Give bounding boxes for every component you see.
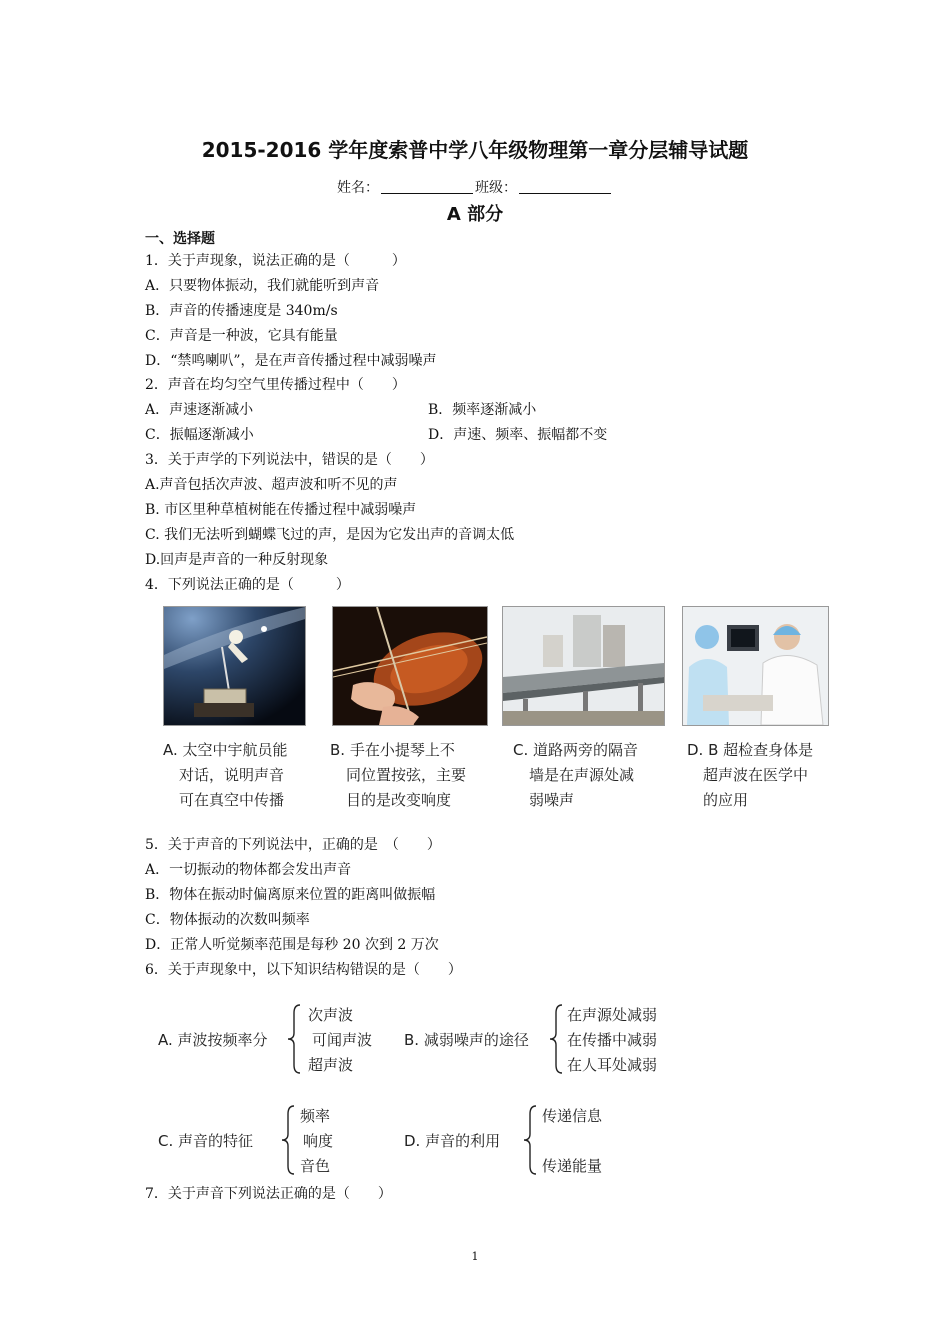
- brace-icon: [280, 1104, 296, 1176]
- q3-option-d: D.回声是声音的一种反射现象: [145, 552, 329, 568]
- section-title: 一、选择题: [145, 231, 215, 247]
- q6-d-item-1: 传递信息: [542, 1107, 603, 1125]
- q4-caption-c: [513, 738, 638, 813]
- photo-violin: [332, 606, 488, 726]
- caption-line: D. B 超检查身体是: [687, 741, 814, 759]
- document-title: 2015-2016 学年度索普中学八年级物理第一章分层辅导试题: [201, 138, 749, 162]
- road-barrier-illustration: [503, 607, 664, 725]
- q1-option-b: B．声音的传播速度是 340m/s: [145, 303, 338, 319]
- name-class-line: [0, 177, 950, 197]
- q1-option-d: D．“禁鸣喇叭”，是在声音传播过程中减弱噪声: [145, 353, 437, 369]
- q5-option-d: D．正常人听觉频率范围是每秒 20 次到 2 万次: [145, 937, 439, 953]
- caption-line: 目的是改变响度: [346, 791, 452, 809]
- q6-c-item-3: 音色: [300, 1157, 331, 1175]
- q2-option-d: D．声速、频率、振幅都不变: [428, 427, 608, 443]
- brace-icon: [286, 1003, 302, 1075]
- astronaut-illustration: [164, 607, 305, 725]
- q1-option-a: A．只要物体振动，我们就能听到声音: [145, 278, 380, 294]
- caption-line: C. 道路两旁的隔音: [513, 741, 639, 759]
- q6-a-item-1: 次声波: [308, 1006, 354, 1024]
- q2-stem: 2．声音在均匀空气里传播过程中（ ）: [145, 377, 406, 393]
- q6-a-label: A. 声波按频率分: [158, 1031, 268, 1049]
- q3-stem: 3．关于声学的下列说法中，错误的是（ ）: [145, 452, 434, 468]
- q6-b-item-2: 在传播中减弱: [567, 1031, 658, 1049]
- q6-b-item-3: 在人耳处减弱: [567, 1056, 658, 1074]
- q4-caption-a: [163, 738, 288, 813]
- page-number: 1: [471, 1250, 479, 1263]
- name-blank[interactable]: [381, 179, 473, 194]
- q5-option-b: B．物体在振动时偏离原来位置的距离叫做振幅: [145, 887, 436, 903]
- caption-line: 对话，说明声音: [179, 766, 285, 784]
- q6-a-item-3: 超声波: [308, 1056, 354, 1074]
- name-label: 姓名：: [337, 180, 379, 196]
- q7-stem: 7．关于声音下列说法正确的是（ ）: [145, 1186, 392, 1202]
- q3-option-a: A.声音包括次声波、超声波和听不见的声: [145, 477, 398, 493]
- q4-caption-b: [330, 738, 466, 813]
- caption-line: 弱噪声: [529, 791, 575, 809]
- caption-line: A. 太空中宇航员能: [163, 741, 288, 759]
- caption-line: 同位置按弦，主要: [346, 766, 467, 784]
- caption-line: 可在真空中传播: [179, 791, 285, 809]
- q6-c-item-1: 频率: [300, 1107, 331, 1125]
- class-blank[interactable]: [519, 179, 611, 194]
- q6-c-label: C. 声音的特征: [158, 1132, 254, 1150]
- caption-line: 墙是在声源处减: [529, 766, 635, 784]
- q6-d-item-2: 传递能量: [542, 1157, 603, 1175]
- q2-option-a: A．声速逐渐减小: [145, 402, 254, 418]
- caption-line: B. 手在小提琴上不: [330, 741, 455, 759]
- class-label: 班级：: [475, 180, 517, 196]
- caption-line: 的应用: [703, 791, 749, 809]
- ultrasound-illustration: [683, 607, 828, 725]
- q5-stem: 5．关于声音的下列说法中，正确的是 （ ）: [145, 837, 441, 853]
- q6-b-label: B. 减弱噪声的途径: [404, 1031, 529, 1049]
- caption-line: 超声波在医学中: [703, 766, 809, 784]
- q6-stem: 6．关于声现象中，以下知识结构错误的是（ ）: [145, 962, 462, 978]
- q1-option-c: C．声音是一种波，它具有能量: [145, 328, 338, 344]
- q4-stem: 4．下列说法正确的是（ ）: [145, 577, 350, 593]
- q6-b-item-1: 在声源处减弱: [567, 1006, 658, 1024]
- brace-icon: [548, 1003, 564, 1075]
- photo-astronaut: [163, 606, 306, 726]
- q6-c-item-2: 响度: [303, 1132, 334, 1150]
- q3-option-c: C. 我们无法听到蝴蝶飞过的声，是因为它发出声的音调太低: [145, 527, 515, 543]
- violin-illustration: [333, 607, 487, 725]
- q4-caption-d: [687, 738, 813, 813]
- q3-option-b: B. 市区里种草植树能在传播过程中减弱噪声: [145, 502, 417, 518]
- q6-a-item-2: 可闻声波: [312, 1031, 373, 1049]
- part-title: A 部分: [446, 204, 504, 225]
- q2-option-b: B．频率逐渐减小: [428, 402, 537, 418]
- q5-option-a: A．一切振动的物体都会发出声音: [145, 862, 352, 878]
- q6-d-label: D. 声音的利用: [404, 1132, 501, 1150]
- brace-icon: [522, 1104, 538, 1176]
- photo-ultrasound: [682, 606, 829, 726]
- q1-stem: 1．关于声现象，说法正确的是（ ）: [145, 253, 406, 269]
- q5-option-c: C．物体振动的次数叫频率: [145, 912, 310, 928]
- q2-option-c: C．振幅逐渐减小: [145, 427, 254, 443]
- photo-road-barrier: [502, 606, 665, 726]
